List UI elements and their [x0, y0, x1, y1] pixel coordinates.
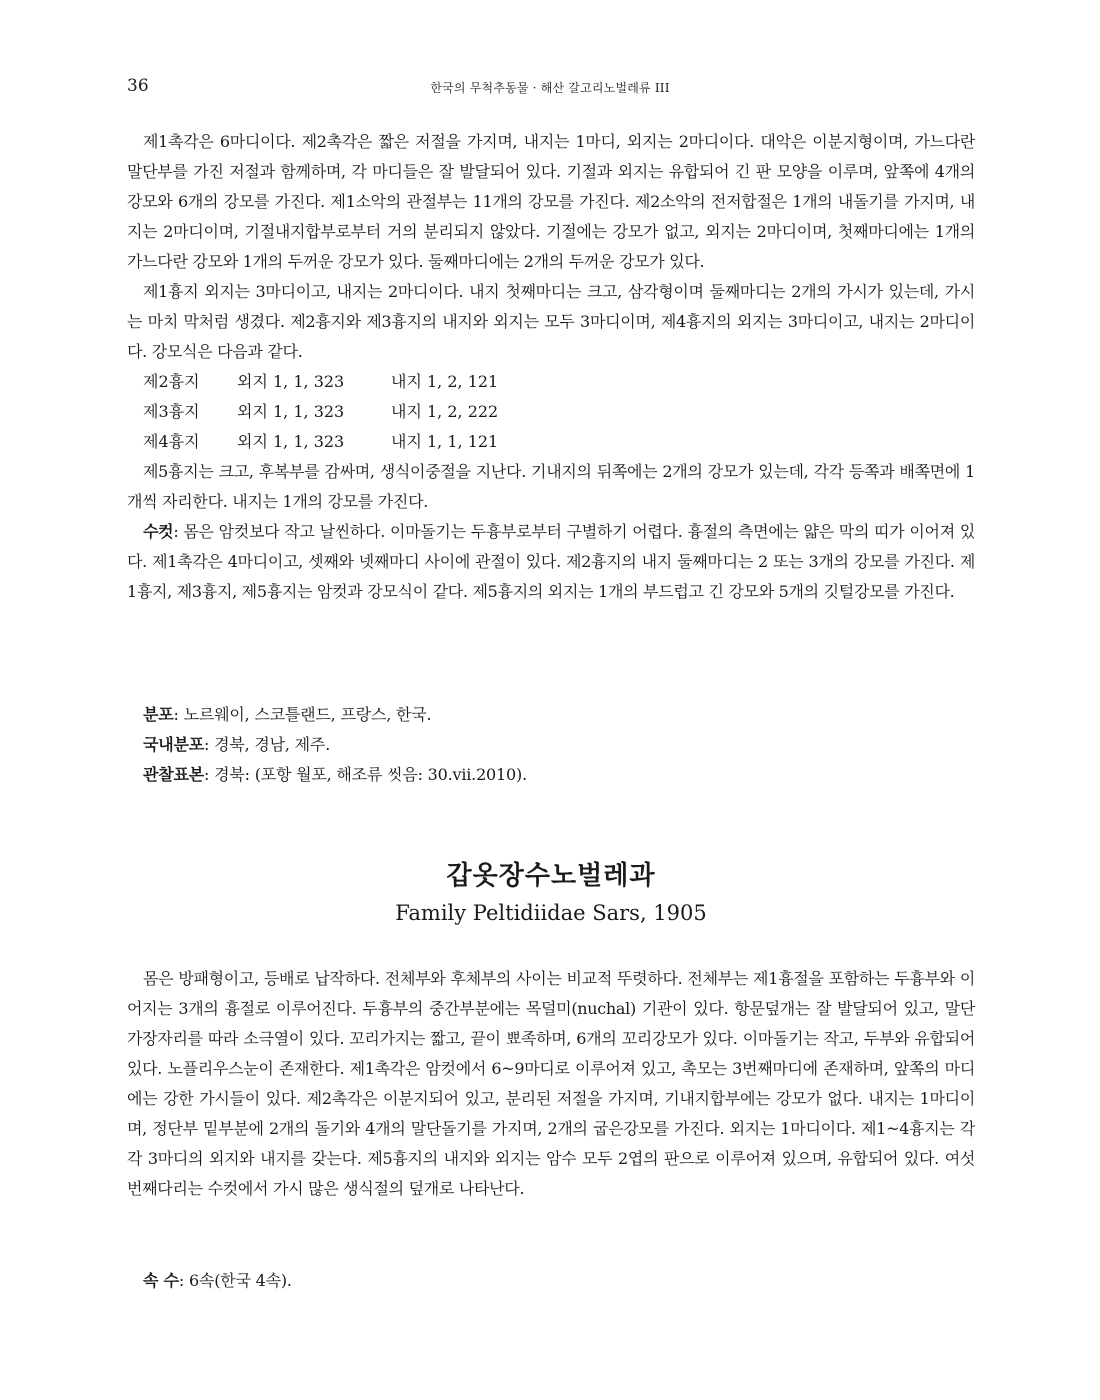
legs-paragraph: 제1흉지 외지는 3마디이고, 내지는 2마디이다. 내지 첫째마디는 크고, 삼각형이며 둘째마디는 2개의 가시가 있는데, 가시는 마치 막처럼 생겼다. 제2흉지와 제3흉지의 내지와 외지는 모두 3마디이며, 제4흉지의 외지는 3마디이고, 내지는 2마디이다. 강모식은 다음과 같다. — [127, 282, 975, 361]
male-text: : 몸은 암컷보다 작고 날씬하다. 이마돌기는 두흉부로부터 구별하기 어렵다. 흉절의 측면에는 얇은 막의 띠가 이어져 있다. 제1촉각은 4마디이고, 셋째와 넷째마디 사이에 관절이 있다. 제2흉지의 내지 둘째마디는 2 또는 3개의 강모를 가진다. 제1흉지, 제3흉지, 제5흉지는 암컷과 강모식이 같다. 제5흉지의 외지는 1개의 부드럽고 긴 강모와 5개의 깃털강모를 가진다. — [127, 522, 975, 601]
running-title: 한국의 무척추동물 · 해산 갈고리노벌레류 III — [430, 81, 670, 95]
male-label: 수컷 — [143, 522, 174, 541]
leg5-paragraph: 제5흉지는 크고, 후복부를 감싸며, 생식이중절을 지난다. 기내지의 뒤쪽에는 2개의 강모가 있는데, 각각 등쪽과 배쪽면에 1개씩 자리한다. 내지는 1개의 강모를 가진다. — [127, 462, 975, 511]
distribution-line — [127, 700, 975, 730]
setal-formula-row — [127, 367, 975, 397]
distribution-label: 분포 — [143, 705, 174, 724]
genus-label: 속 수 — [143, 1271, 179, 1290]
distribution-text: : 노르웨이, 스코틀랜드, 프랑스, 한국. — [173, 705, 432, 724]
formula-segment: 제4흉지 — [143, 432, 200, 451]
formula-segment: 제3흉지 — [143, 402, 200, 421]
formula-endopod: 내지 1, 1, 121 — [391, 432, 499, 451]
formula-exopod: 외지 1, 1, 323 — [237, 372, 345, 391]
genus-count-line — [127, 1266, 975, 1296]
formula-endopod: 내지 1, 2, 222 — [391, 402, 499, 421]
setal-formula-row — [127, 427, 975, 457]
formula-endopod: 내지 1, 2, 121 — [391, 372, 499, 391]
domestic-text: : 경북, 경남, 제주. — [204, 735, 331, 754]
specimen-text: : 경북: (포항 월포, 해조류 씻음: 30.vii.2010). — [204, 765, 527, 784]
setal-formula-row — [127, 397, 975, 427]
formula-segment: 제2흉지 — [143, 372, 200, 391]
family-description-block — [127, 964, 975, 1204]
distribution-block — [127, 700, 975, 790]
domestic-label: 국내분포 — [143, 735, 205, 754]
antenna-paragraph: 제1촉각은 6마디이다. 제2촉각은 짧은 저절을 가지며, 내지는 1마디, 외지는 2마디이다. 대악은 이분지형이며, 가느다란 말단부를 가진 저절과 함께하며, 각 마디들은 잘 발달되어 있다. 기절과 외지는 유합되어 긴 판 모양을 이루며, 앞쪽에 4개의 강모와 6개의 강모를 가진다. 제1소악의 관절부는 11개의 강모를 가진다. 제2소악의 전저합절은 1개의 내돌기를 가지며, 내지는 2마디이며, 기절내지합부로부터 거의 분리되지 않았다. 기절에는 강모가 없고, 외지는 2마디이며, 첫째마디에는 1개의 가느다란 강모와 1개의 두꺼운 강모가 있다. 둘째마디에는 2개의 두꺼운 강모가 있다. — [127, 132, 975, 271]
formula-exopod: 외지 1, 1, 323 — [237, 432, 345, 451]
family-description: 몸은 방패형이고, 등배로 납작하다. 전체부와 후체부의 사이는 비교적 뚜렷하다. 전체부는 제1흉절을 포함하는 두흉부와 이어지는 3개의 흉절로 이루어진다. 두흉부의 중간부분에는 목덜미(nuchal) 기관이 있다. 항문덮개는 잘 발달되어 있고, 말단가장자리를 따라 소극열이 있다. 꼬리가지는 짧고, 끝이 뾰족하며, 6개의 꼬리강모가 있다. 이마돌기는 작고, 두부와 유합되어 있다. 노플리우스눈이 존재한다. 제1촉각은 암컷에서 6~9마디로 이루어져 있고, 촉모는 3번째마디에 존재하며, 앞쪽의 마디에는 강한 가시들이 있다. 제2촉각은 이분지되어 있고, 분리된 저절을 가지며, 기내지합부에는 강모가 없다. 내지는 1마디이며, 정단부 밑부분에 2개의 돌기와 4개의 말단돌기를 가지며, 2개의 굽은강모를 가진다. 외지는 1마디이다. 제1~4흉지는 각각 3마디의 외지와 내지를 갖는다. 제5흉지의 내지와 외지는 암수 모두 2엽의 판으로 이루어져 있으며, 유합되어 있다. 여섯번째다리는 수컷에서 가시 많은 생식절의 덮개로 나타난다. — [127, 969, 975, 1198]
family-heading — [127, 858, 975, 930]
family-latin-name: Family Peltidiidae Sars, 1905 — [395, 901, 707, 925]
family-korean-name: 갑옷장수노벌레과 — [446, 861, 656, 891]
species-description — [127, 127, 975, 607]
page-header — [127, 76, 973, 100]
specimen-label: 관찰표본 — [143, 765, 205, 784]
page-number: 36 — [127, 76, 149, 96]
male-paragraph — [127, 517, 975, 607]
genus-count-block — [127, 1266, 975, 1296]
domestic-distribution-line — [127, 730, 975, 760]
specimen-line — [127, 760, 975, 790]
formula-exopod: 외지 1, 1, 323 — [237, 402, 345, 421]
genus-text: : 6속(한국 4속). — [178, 1271, 292, 1290]
